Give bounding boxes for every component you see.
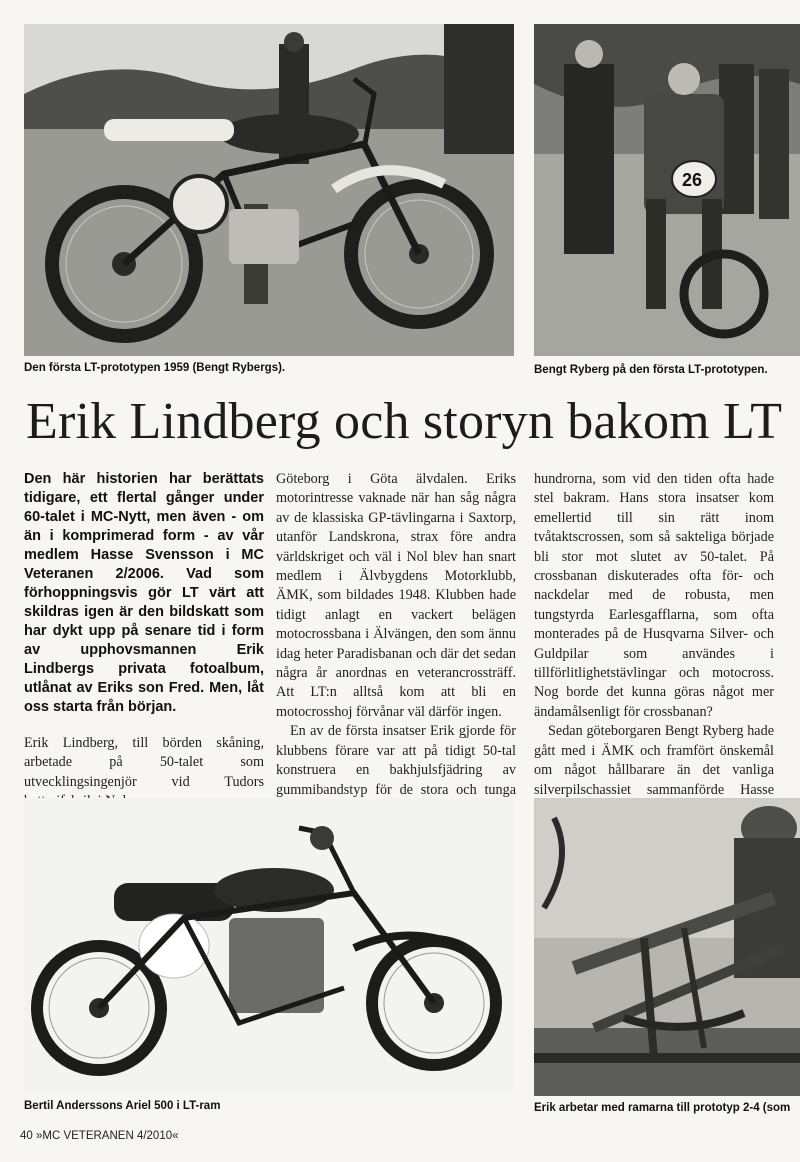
article-paragraph: hundrorna, som vid den tiden ofta hade stel bakram. Hans stora insatser kom emellertid till sin rätt inom tvåtaktscrossen, som så sakteliga började bli stor mot slutet av 50-talet. På crossbanan diskuterades ofta för- och nackdelar med de robusta, men tungstyrda Earlesgafflarna, som ofta monterades på de Husqvarna Silver- och Guldpilar som användes i tillförlitlighetstävlingar och motocross. Nog borde det kunna göras något mer ändamålsenligt för crossbanan? [534,471,774,720]
photo-ariel-lt-frame [24,798,514,1094]
rider-photo [534,24,800,356]
motorcycle-photo-1 [24,24,514,356]
article-paragraph: Göteborg i Göta älvdalen. Eriks motorintresse vaknade när han såg några av de klassiska GP-tävlingarna i Saxtorp, utanför Landskrona, strax före andra världskriget och väl i Nol blev han snart medlem i Älvbygdens Motorklubb, ÄMK, som bildades 1948. Klubben hade tidigt anlagt en vackert belägen motocrossbana i Älvängen, den som ännu idag heter Paradisbanan och där det sedan några år anordnas en veterancrossträff. Att LT:n alltså kom att bli en motocrosshoj förvånar väl därför ingen. [276,471,516,720]
motorcycle-photo-2 [24,798,514,1094]
article-lead: Den här historien har berättats tidigare, ett flertal gånger under 60-talet i MC-Nytt, men även - om än i komprimerad form - av vår medlem Hasse Svensson i MC Veteranen 2/2006. Vad som förhoppningsvis gör LT värt att skildras igen är den bildskatt som har dykt upp på senare tid i form av upphovsmannen Erik Lindbergs privata fotoalbum, utlånat av Eriks son Fred. Men, låt oss starta från början. [24,471,264,715]
article-column-1 [24,470,264,812]
photo-bengt-ryberg [534,24,800,356]
article-paragraph: Erik Lindberg, till börden skåning, arbetade på 50-talet som utvecklingsingenjör vid Tudors [24,735,264,790]
workshop-photo [534,798,800,1096]
article-paragraph: En av de första insatser Erik gjorde för klubbens förare var att på tidigt 50-tal konstruera en bakhjulsfjädring av gummibandstyp för de stora och tunga [276,723,516,798]
article-column-2 [276,470,516,819]
photo-caption-4: Erik arbetar med ramarna till prototyp 2-4 (som [534,1102,791,1114]
photo-caption-3: Bertil Anderssons Ariel 500 i LT-ram [24,1100,221,1112]
photo-caption-1: Den första LT-prototypen 1959 (Bengt Rybergs). [24,362,286,374]
article-column-3 [534,470,774,839]
svg-text:26: 26 [682,170,703,190]
photo-erik-frames [534,798,800,1096]
article-headline: Erik Lindberg och storyn bakom LT [26,393,783,450]
page-footer: 40 »MC VETERANEN 4/2010« [20,1130,179,1142]
photo-caption-2: Bengt Ryberg på den första LT-prototypen. [534,364,768,376]
photo-lt-prototype [24,24,514,356]
article-paragraph: Sedan göteborgaren Bengt Ryberg hade gått med i ÄMK och framfört önskemål om något hållbarare än det vanliga silverpilschassiet sammanförde Hasse [534,723,774,798]
